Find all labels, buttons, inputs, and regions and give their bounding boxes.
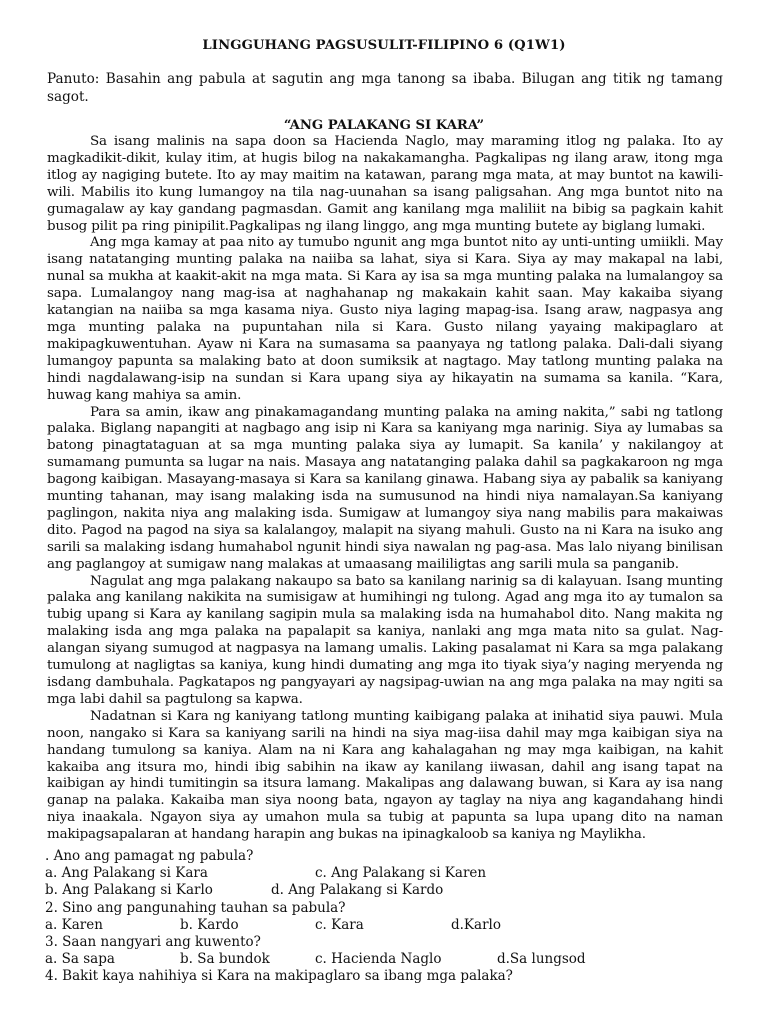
option-d[interactable]: d.Karlo xyxy=(451,916,501,933)
question-2: 2. Sino ang pangunahing tauhan sa pabula? xyxy=(45,899,346,916)
story-paragraph: Ang mga kamay at paa nito ay tumubo ngunit ang mga buntot nito ay unti-unting umiikli. May isang natatanging munting palaka na naiiba sa lahat, siya si Kara. Siya ay may makapal na labi, nunal sa mukha at kaakit-akit na mga mata. Si Kara ay isa sa mga munting palaka na lumalangoy sa sapa. Lumalangoy nang mag-isa at naghahanap ng makakain kahit saan. May kakaiba siyang katangian na naiiba sa mga kasama niya. Gusto niya laging mapag-isa. Isang araw, nagpasya ang mga munting palaka na pupuntahan nila si Kara. Gusto nilang yayaing makipaglaro at makipagkuwentuhan. Ayaw ni Kara na sumasama sa paanyaya ng tatlong palaka. Dali-dali siyang lumangoy papunta sa malaking bato at doon sumiksik at nagtago. May tatlong munting palaka na hindi nagdalawang-isip na sundan si Kara upang siya ay hikayatin na sumama sa kanila. “Kara, huwag kang mahiya sa amin. xyxy=(47,235,723,403)
option-a[interactable]: a. Ang Palakang si Kara xyxy=(45,865,208,882)
option-c[interactable]: c. Kara xyxy=(315,916,364,933)
question-1-options-row-2 xyxy=(45,882,725,899)
option-b[interactable]: b. Kardo xyxy=(180,916,239,933)
question-1-options-row-1 xyxy=(45,865,725,882)
question-3-options xyxy=(45,951,725,968)
option-d[interactable]: d. Ang Palakang si Kardo xyxy=(271,882,444,899)
question-4: 4. Bakit kaya nahihiya si Kara na makipaglaro sa ibang mga palaka? xyxy=(45,968,513,985)
question-1: . Ano ang pamagat ng pabula? xyxy=(45,848,254,864)
question-3: 3. Saan nangyari ang kuwento? xyxy=(45,933,261,950)
story-body xyxy=(47,134,723,844)
option-c[interactable]: c. Ang Palakang si Karen xyxy=(315,865,487,882)
option-b[interactable]: b. Ang Palakang si Karlo xyxy=(45,882,213,899)
option-b[interactable]: b. Sa bundok xyxy=(180,951,270,968)
document-title: LINGGUHANG PAGSUSULIT-FILIPINO 6 (Q1W1) xyxy=(202,38,566,53)
option-c[interactable]: c. Hacienda Naglo xyxy=(315,951,442,968)
option-a[interactable]: a. Karen xyxy=(45,916,103,933)
story-title: “ANG PALAKANG SI KARA” xyxy=(283,118,485,133)
question-2-options xyxy=(45,917,725,934)
option-d[interactable]: d.Sa lungsod xyxy=(497,951,586,968)
story-paragraph: Sa isang malinis na sapa doon sa Hacienda Naglo, may maraming itlog ng palaka. Ito ay magkadikit-dikit, kulay itim, at hugis bilog na nakakamangha. Pagkalipas ng ilang araw, itong mga itlog ay nagiging butete. Ito ay may maitim na katawan, parang mga mata, at may buntot na kawili-wili. Mabilis ito kung lumangoy na tila nag-uunahan sa isang paligsahan. Ang mga buntot nito na gumagalaw ay kay gandang pagmasdan. Gamit ang kanilang mga maliliit na bibig sa pagkain kahit busog pilit pa ring pinipilit.Pagkalipas ng ilang linggo, ang mga munting butete ay biglang lumaki. xyxy=(47,134,723,234)
story-paragraph: Para sa amin, ikaw ang pinakamagandang munting palaka na aming nakita,” sabi ng tatlong palaka. Biglang napangiti at nagbago ang isip ni Kara sa kaniyang mga narinig. Siya ay lumabas sa batong pinagtataguan at sa mga munting palaka siya ay lumapit. Sa kanila’ y nakilangoy at sumamang pumunta sa lugar na nais. Masaya ang natatanging palaka dahil sa pagkakaroon ng mga bagong kaibigan. Masayang-masaya si Kara sa kanilang ginawa. Habang siya ay pabalik sa kaniyang munting tahanan, may isang malaking isda na sumusunod na hindi niya namalayan.Sa kaniyang paglingon, nakita niya ang malaking isda. Sumigaw at lumangoy siya nang mabilis para makaiwas dito. Pagod na pagod na siya sa kalalangoy, malapit na siyang mahuli. Gusto na ni Kara na isuko ang sarili sa malaking isdang humahabol ngunit hindi siya nawalan ng pag-asa. Mas lalo niyang binilisan ang paglangoy at sumigaw nang malakas at umaasang maililigtas ang sarili mula sa panganib. xyxy=(47,404,723,572)
story-paragraph: Nagulat ang mga palakang nakaupo sa bato sa kanilang narinig sa di kalayuan. Isang munting palaka ang kanilang nakikita na sumisigaw at humihingi ng tulong. Agad ang mga ito ay tumalon sa tubig upang si Kara ay kanilang sagipin mula sa malaking isda na humahabol dito. Nang makita ng malaking isda ang mga palaka na papalapit sa kaniya, nanlaki ang mga mata nito sa gulat. Nag-alangan siyang sumugod at nagpasya na lamang umalis. Laking pasalamat ni Kara sa mga palakang tumulong at nagligtas sa kaniya, kung hindi dumating ang mga ito tiyak siya’y naging meryenda ng isdang dambuhala. Pagkatapos ng pangyayari ay nagsipag-uwian na ang mga palaka na may ngiti sa mga labi dahil sa pagtulong sa kapwa. xyxy=(47,573,723,707)
story-paragraph: Nadatnan si Kara ng kaniyang tatlong munting kaibigang palaka at inihatid siya pauwi. Mula noon, nangako si Kara sa kaniyang sarili na hindi na siya mag-iisa dahil may mga kaibigan siya na handang tumulong sa kaniya. Alam na ni Kara ang kahalagahan ng may mga kaibigan, na kahit kakaiba ang itsura mo, hindi ibig sabihin na ikaw ay kanilang iiwasan, dahil ang isang tapat na kaibigan ay hindi tumitingin sa itsura lamang. Makalipas ang dalawang buwan, si Kara ay isa nang ganap na palaka. Kakaiba man siya noong bata, ngayon ay taglay na niya ang kagandahang hindi niya inaakala. Ngayon siya ay umahon mula sa tubig at papunta sa lupa upang dito na naman makipagsapalaran at handang harapin ang bukas na ipinagkaloob sa kaniya ng Maylikha. xyxy=(47,708,723,843)
instruction-text: Panuto: Basahin ang pabula at sagutin ang mga tanong sa ibaba. Bilugan ang titik ng tamang sagot. xyxy=(47,71,723,105)
option-a[interactable]: a. Sa sapa xyxy=(45,951,115,968)
questions-section xyxy=(45,848,725,986)
